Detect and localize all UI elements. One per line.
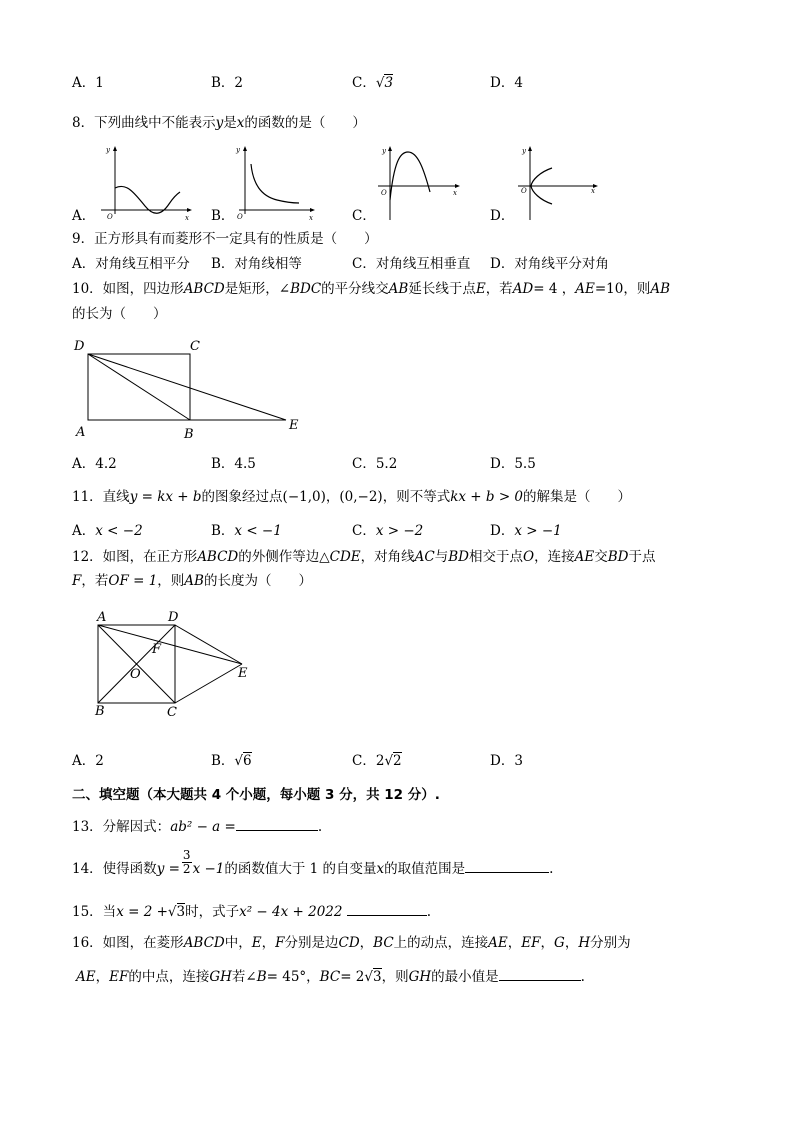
origin-label: O — [381, 189, 387, 197]
q12-text: ，连接 — [534, 549, 575, 565]
q16-text: ， — [359, 935, 374, 951]
q10-math: AB — [650, 281, 671, 297]
q16-math: BC — [319, 969, 341, 985]
option-math: x < −2 — [95, 523, 143, 539]
q16-text: ， — [306, 969, 320, 985]
q13 — [72, 818, 322, 836]
sqrt-sign: √ — [234, 753, 244, 769]
radicand: 2 — [393, 753, 402, 769]
q8-option-b-label: B． — [211, 208, 235, 224]
q12-text: 的外侧作等边△ — [238, 549, 330, 565]
option-label: D． — [490, 523, 515, 539]
q8-stem-text: 是 — [223, 115, 237, 131]
q12-math: F — [72, 573, 82, 589]
q14 — [72, 848, 554, 878]
q15-text: 时，式子 — [185, 904, 240, 920]
segment-ce — [175, 664, 242, 703]
q12-text: 于点 — [628, 549, 656, 565]
radicand: 3 — [176, 904, 186, 920]
q14-text: 的函数值大于 1 的自变量 — [224, 861, 377, 877]
segment-de — [88, 354, 286, 420]
origin-label: O — [237, 213, 243, 221]
q10-text: 的平分线交 — [321, 281, 389, 297]
q9-option-d: D．对角线平分对角 — [490, 256, 609, 272]
q10-option-d: D．5.5 — [490, 456, 536, 472]
radicand: 6 — [243, 753, 252, 769]
q16-text: ， — [261, 935, 276, 951]
x-label: x — [453, 189, 457, 197]
arrow-icon — [243, 146, 247, 151]
q10-math: AD — [512, 281, 534, 297]
q12-option-b — [211, 752, 252, 770]
q16-text: ， — [564, 935, 579, 951]
q11-option-b — [211, 522, 282, 540]
answer-blank[interactable] — [236, 818, 318, 831]
q15-math: x = 2 + — [116, 904, 168, 920]
x-label: x — [309, 214, 313, 222]
label-c: C — [167, 705, 177, 720]
q7-option-a: A．1 — [72, 75, 104, 91]
q16-math: CD — [338, 935, 360, 951]
q8-stem-text: 8．下列曲线中不能表示 — [72, 115, 216, 131]
q12-math: BD — [448, 549, 470, 565]
q8-option-a-label: A． — [72, 208, 96, 224]
arrow-icon — [187, 208, 192, 212]
label-a: A — [97, 610, 107, 625]
segment-db — [88, 354, 190, 420]
y-label: y — [106, 146, 110, 154]
y-label: y — [236, 146, 240, 154]
label-b: B — [95, 704, 105, 719]
q8-graph-c — [372, 140, 467, 224]
q11-math: (0,−2) — [339, 489, 383, 505]
q7-option-c — [352, 74, 393, 92]
q16-text: . — [580, 969, 585, 985]
x-label: x — [185, 214, 189, 222]
q11-option-a — [72, 522, 143, 540]
radicand: 3 — [373, 969, 382, 985]
q16-text: 中， — [224, 935, 252, 951]
q12-option-d: D．3 — [490, 753, 523, 769]
q8-var-x: x — [236, 115, 245, 131]
q16-math: EF — [109, 969, 129, 985]
q12-math: AC — [414, 549, 435, 565]
q16-text: ， — [540, 935, 555, 951]
q10-option-c: C．5.2 — [352, 456, 398, 472]
q10-option-a: A．4.2 — [72, 456, 117, 472]
q15-math: x² − 4x + 2022 — [239, 904, 343, 920]
q16 — [72, 934, 631, 952]
arrow-icon — [310, 208, 315, 212]
q11-text: ，则不等式 — [382, 489, 451, 505]
q10-math: AE — [575, 281, 595, 297]
q10-stem-line2: 的长为（ ） — [72, 306, 167, 322]
option-label: C． — [352, 523, 376, 539]
q14-text: 的取值范围是 — [384, 861, 466, 877]
q10-stem: 10．如图，四边形ABCD是矩形，∠BDC的平分线交AB延长线于点E，若AD= 4 ，AE=10，则AB — [72, 281, 671, 297]
q8-option-c-label: C． — [352, 208, 376, 224]
q13-text: 13．分解因式： — [72, 819, 171, 835]
q16-text: 的最小值是 — [431, 969, 499, 985]
q11-text: 11．直线 — [72, 489, 130, 505]
q9-option-b: B．对角线相等 — [211, 256, 302, 272]
q13-math: ab² − a = — [170, 819, 236, 835]
q8-stem — [72, 114, 366, 132]
q12-math: ABCD — [197, 549, 239, 565]
q8-graph-d — [512, 140, 607, 224]
q8-graph-b — [233, 142, 323, 224]
answer-blank[interactable] — [499, 968, 581, 981]
q12-text: 的长度为（ ） — [203, 573, 312, 589]
q15 — [72, 903, 431, 921]
q11-math: y = kx + b — [129, 489, 202, 505]
q14-math: x — [376, 861, 385, 877]
q16-text: 上的动点，连接 — [393, 935, 489, 951]
label-o: O — [130, 667, 141, 682]
q16-line2 — [76, 968, 585, 986]
sqrt-sign: √ — [384, 753, 394, 769]
q16-text: ， — [95, 969, 110, 985]
x-label: x — [591, 187, 595, 195]
q10-math: ABCD — [183, 281, 225, 297]
arrow-icon — [113, 146, 117, 151]
q10-math: E — [475, 281, 486, 297]
q8-var-y: y — [215, 115, 224, 131]
q7-option-c-radicand: 3 — [384, 75, 394, 91]
q12-math: CDE — [329, 549, 361, 565]
label-e: E — [289, 418, 299, 433]
curve-parabola — [390, 152, 430, 200]
q10-math: =10 — [594, 281, 624, 297]
q10-text: 10．如图，四边形 — [72, 281, 184, 297]
option-label: C． — [352, 753, 376, 769]
sqrt-sign: √ — [375, 75, 385, 91]
origin-label: O — [521, 187, 527, 195]
option-label: B． — [211, 523, 235, 539]
q11-text: 的解集是（ ） — [523, 489, 632, 505]
q16-math: = 45° — [266, 969, 307, 985]
q11-option-c — [352, 522, 423, 540]
q16-math: E — [251, 935, 262, 951]
q8-stem-text: 的函数的是（ ） — [244, 115, 366, 131]
label-b: B — [184, 427, 194, 442]
sqrt-sign: √ — [167, 904, 177, 920]
q10-text: ，若 — [485, 281, 513, 297]
q12-option-a: A．2 — [72, 753, 104, 769]
q15-text: 15．当 — [72, 904, 117, 920]
q15-text: . — [426, 904, 432, 920]
denominator: 2 — [182, 862, 191, 876]
q10-text: 是矩形，∠ — [224, 281, 291, 297]
q10-option-b: B．4.5 — [211, 456, 256, 472]
q9-option-a: A．对角线互相平分 — [72, 256, 190, 272]
q12-option-c — [352, 752, 402, 770]
label-d: D — [168, 610, 179, 625]
q12-text: 与 — [434, 549, 449, 565]
q16-math: AE — [76, 969, 96, 985]
q10-figure — [70, 332, 310, 444]
arrow-icon — [388, 146, 392, 151]
q7-option-b: B．2 — [211, 75, 244, 91]
option-math: x > −1 — [514, 523, 562, 539]
y-label: y — [382, 147, 386, 155]
q16-text: 分别为 — [590, 935, 631, 951]
q12-math: AB — [184, 573, 204, 589]
q12-text: ，若 — [81, 573, 109, 589]
q16-math: ABCD — [183, 935, 225, 951]
q9-option-c: C．对角线互相垂直 — [352, 256, 471, 272]
arrow-icon — [528, 146, 532, 151]
q7-option-d: D．4 — [490, 75, 523, 91]
curve-hyperbola — [251, 164, 299, 203]
q11-text: 的图象经过点 — [201, 489, 283, 505]
coefficient: 2 — [375, 753, 385, 769]
q16-math: = 2 — [340, 969, 365, 985]
q12-math: O — [523, 549, 535, 565]
q7-option-c-label: C． — [352, 75, 376, 91]
q16-math: B — [256, 969, 267, 985]
q11-math: kx + b > 0 — [450, 489, 524, 505]
numerator: 3 — [182, 848, 191, 862]
q12-math: OF = 1 — [108, 573, 158, 589]
option-label: A． — [72, 523, 96, 539]
q16-text: ，则 — [381, 969, 409, 985]
option-label: B． — [211, 753, 235, 769]
label-a: A — [76, 425, 86, 440]
q12-math: AE — [574, 549, 595, 565]
origin-label: O — [107, 213, 113, 221]
q16-text: 分别是边 — [284, 935, 339, 951]
q12-figure — [88, 608, 260, 720]
q10-text: ，则 — [623, 281, 651, 297]
q14-math: y = — [156, 861, 180, 877]
q16-math: H — [578, 935, 591, 951]
q16-text: ， — [507, 935, 522, 951]
q10-math: = 4 — [533, 281, 558, 297]
q9-stem: 9．正方形具有而菱形不一定具有的性质是（ ） — [72, 231, 378, 247]
q16-math: F — [275, 935, 285, 951]
sqrt-sign: √ — [364, 969, 373, 985]
q10-math: BDC — [290, 281, 322, 297]
q12-text: 相交于点 — [469, 549, 524, 565]
option-math: x < −1 — [234, 523, 282, 539]
q10-text: 延长线于点 — [408, 281, 476, 297]
q16-text: 若∠ — [231, 969, 257, 985]
curve-wave — [115, 186, 180, 213]
q13-text: . — [317, 819, 323, 835]
q12-text: 交 — [594, 549, 608, 565]
label-c: C — [190, 339, 200, 354]
arrow-icon — [455, 184, 460, 188]
segment-de — [175, 625, 242, 664]
q12-stem — [72, 548, 655, 566]
y-label: y — [522, 147, 526, 155]
q8-option-d-label: D． — [490, 208, 515, 224]
q14-math: x −1 — [192, 861, 225, 877]
q16-math: BC — [373, 935, 394, 951]
q11-text: ， — [325, 489, 340, 505]
q11-stem — [72, 488, 631, 506]
label-e: E — [238, 666, 248, 681]
q12-text: 12．如图，在正方形 — [72, 549, 198, 565]
segment-ae — [98, 625, 242, 664]
q16-math: EF — [521, 935, 541, 951]
q12-text: ，则 — [157, 573, 185, 589]
q16-math: G — [554, 935, 565, 951]
q12-stem-line2 — [72, 572, 312, 590]
q8-graph-a — [95, 142, 195, 224]
label-d: D — [74, 339, 85, 354]
option-math: x > −2 — [375, 523, 424, 539]
q16-math: GH — [408, 969, 432, 985]
q16-math: GH — [209, 969, 232, 985]
q11-option-d — [490, 522, 562, 540]
q16-text: 的中点，连接 — [128, 969, 210, 985]
q12-math: BD — [607, 549, 629, 565]
q10-math: AB — [388, 281, 409, 297]
q11-math: (−1,0) — [282, 489, 326, 505]
q12-text: ，对角线 — [360, 549, 415, 565]
q14-text: 14．使得函数 — [72, 861, 157, 877]
answer-blank[interactable] — [347, 903, 427, 916]
label-f: F — [152, 642, 162, 657]
section-heading: 二、填空题（本大题共 4 个小题，每小题 3 分，共 12 分）. — [72, 787, 440, 803]
q14-text: . — [549, 861, 554, 877]
q16-math: AE — [488, 935, 508, 951]
fraction — [182, 849, 192, 876]
answer-blank[interactable] — [465, 860, 549, 873]
q16-text: 16．如图，在菱形 — [72, 935, 184, 951]
